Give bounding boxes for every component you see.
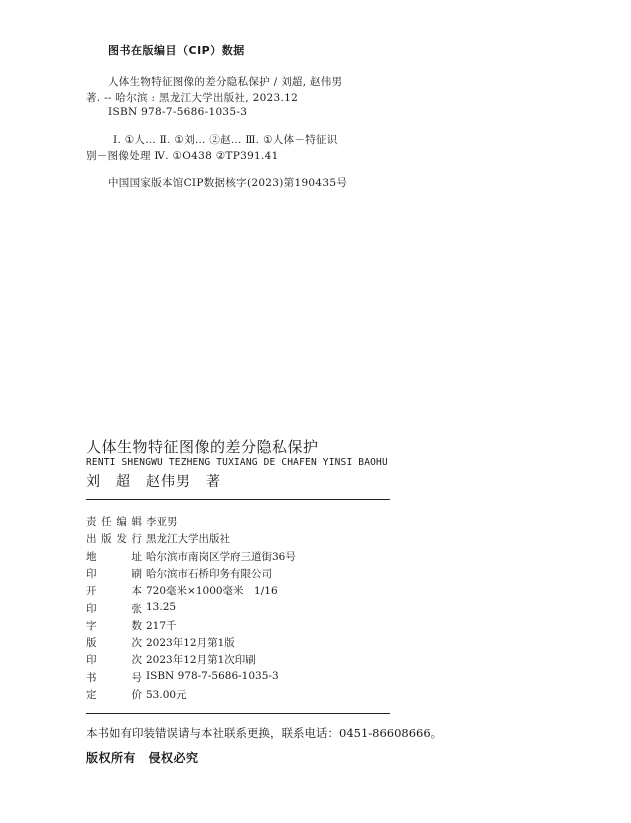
publication-label — [86, 566, 142, 581]
cip-classification-line-2: 别－图像处理 Ⅳ. ①O438 ②TP391.41 — [86, 150, 279, 162]
publication-label-char: 数 — [131, 619, 142, 632]
replacement-notice: 本书如有印装错误请与本社联系更换，联系电话：0451-86608666。 — [86, 726, 443, 740]
top-divider — [86, 499, 390, 500]
publication-value: 2023年12月第1版 — [146, 637, 235, 650]
publication-label — [86, 652, 142, 667]
publication-label — [86, 583, 142, 598]
publication-label-char: 任 — [101, 516, 112, 528]
cip-heading: 图书在版编目（CIP）数据 — [108, 44, 245, 57]
publication-label-char: 字 — [86, 619, 97, 632]
publication-label-char: 号 — [131, 671, 142, 684]
publication-row — [86, 566, 272, 581]
cip-title-line: 人体生物特征图像的差分隐私保护 / 刘超, 赵伟男 — [108, 76, 343, 88]
publication-label — [86, 687, 142, 702]
publication-label-char: 责 — [86, 516, 97, 528]
publication-value: 217千 — [146, 619, 177, 632]
publication-label-char: 址 — [131, 550, 142, 563]
publication-label-char: 印 — [86, 602, 97, 615]
publication-row — [86, 514, 178, 529]
publication-label-char: 版 — [86, 637, 97, 650]
publication-label-char: 辑 — [131, 516, 142, 528]
publication-value: 哈尔滨市石桥印务有限公司 — [146, 567, 272, 580]
publication-value: 李亚男 — [146, 516, 178, 528]
publication-row — [86, 601, 176, 616]
publication-row — [86, 618, 177, 633]
publication-value: 哈尔滨市南岗区学府三道街36号 — [146, 550, 296, 563]
publication-row — [86, 635, 235, 650]
publication-row — [86, 670, 279, 685]
publication-label — [86, 635, 142, 650]
publication-value: 53.00元 — [146, 689, 187, 701]
publication-label-char: 张 — [131, 602, 142, 615]
publication-label-char: 次 — [131, 654, 142, 667]
bottom-divider — [86, 713, 390, 714]
publication-value: 黑龙江大学出版社 — [146, 533, 230, 546]
publication-label-char: 发 — [116, 533, 127, 546]
publication-label-char: 出 — [86, 533, 97, 546]
publication-label-char: 定 — [86, 689, 97, 701]
publication-label — [86, 549, 142, 564]
book-pinyin-title: RENTI SHENGWU TEZHENG TUXIANG DE CHAFEN YINSI BAOHU — [86, 457, 388, 468]
publication-label-char: 刷 — [131, 567, 142, 580]
book-authors: 刘 超 赵伟男 著 — [86, 474, 221, 490]
cip-isbn-line: ISBN 978-7-5686-1035-3 — [108, 106, 248, 118]
book-title: 人体生物特征图像的差分隐私保护 — [86, 438, 319, 456]
cip-classification-line-1: Ⅰ. ①人… Ⅱ. ①刘… ②赵… Ⅲ. ①人体－特征识 — [113, 134, 338, 146]
publication-label-char: 印 — [86, 567, 97, 580]
publication-value: 720毫米×1000毫米 1/16 — [146, 585, 278, 598]
cip-publisher-line: 著. -- 哈尔滨 : 黑龙江大学出版社, 2023.12 — [86, 92, 299, 104]
copyright-notice: 版权所有 侵权必究 — [86, 751, 199, 765]
publication-label-char: 价 — [131, 689, 142, 701]
publication-row — [86, 549, 296, 564]
publication-label-char: 地 — [86, 550, 97, 563]
publication-label-char: 本 — [131, 585, 142, 598]
publication-label — [86, 618, 142, 633]
publication-row — [86, 583, 278, 598]
publication-label — [86, 514, 142, 529]
publication-label-char: 书 — [86, 671, 97, 684]
publication-label-char: 次 — [131, 637, 142, 650]
publication-label-char: 编 — [116, 516, 127, 528]
publication-value: ISBN 978-7-5686-1035-3 — [146, 669, 279, 682]
publication-row — [86, 531, 230, 546]
cip-registration-line: 中国国家版本馆CIP数据核字(2023)第190435号 — [108, 177, 348, 189]
publication-label-char: 版 — [101, 533, 112, 546]
publication-label — [86, 670, 142, 685]
publication-label — [86, 601, 142, 616]
publication-value: 13.25 — [146, 600, 177, 613]
publication-label-char: 开 — [86, 585, 97, 598]
publication-label-char: 印 — [86, 654, 97, 667]
publication-label-char: 行 — [131, 533, 142, 546]
publication-label — [86, 531, 142, 546]
publication-row — [86, 652, 256, 667]
publication-value: 2023年12月第1次印刷 — [146, 654, 256, 667]
publication-row — [86, 687, 187, 702]
